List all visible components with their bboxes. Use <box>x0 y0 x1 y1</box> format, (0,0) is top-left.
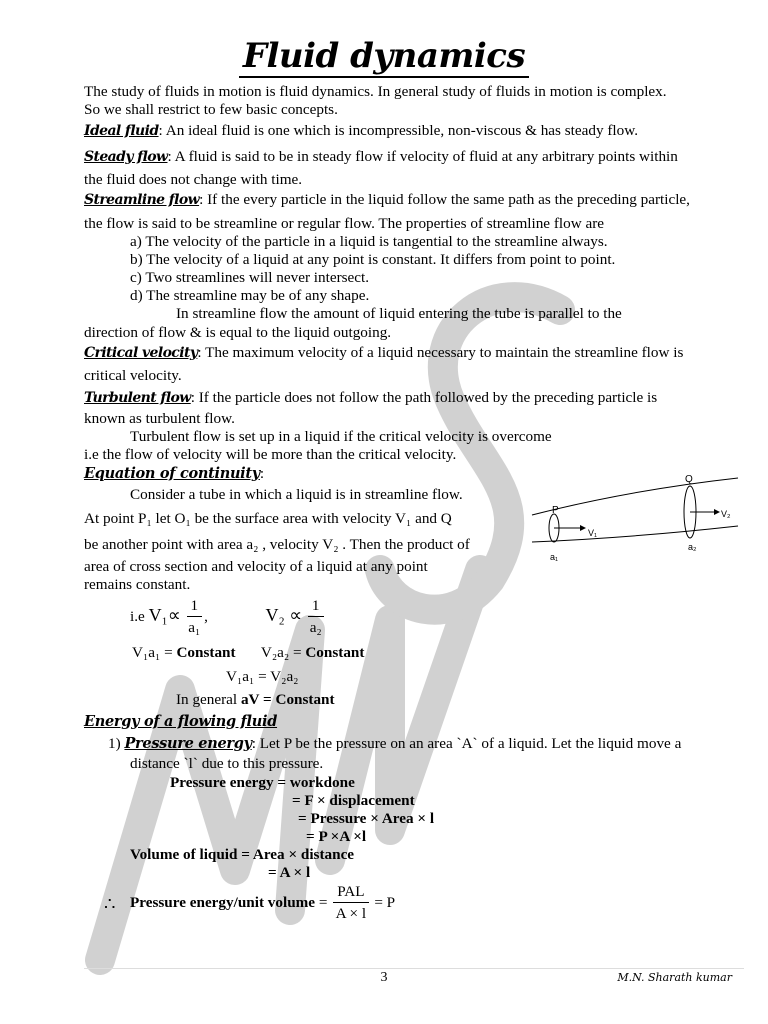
proportionality-relations: i.e V₁∝ $\frac{1}{\text{a₁}}$ , V₂ ∝ $\frac{1}{\text{a₂}}$ <box>130 596 326 639</box>
streamline-property-d: d) The streamline may be of any shape. <box>130 287 370 304</box>
streamline-property-b: b) The velocity of a liquid at any point is constant. It differs from point to point. <box>130 251 616 268</box>
continuity-line-3: be another point with area a₂ , velocity V₂ . Then the product of <box>84 536 470 553</box>
therefore-symbol: ∴ <box>104 894 116 914</box>
pressure-energy-eq-3: = Pressure × Area × l <box>298 810 435 827</box>
fraction-pal-over-al: $\frac{\text{PAL}}{A \times l}$ <box>333 882 368 925</box>
v1-proportional: V₁∝ <box>148 604 181 625</box>
critical-velocity-text: : The maximum velocity of a liquid necessary to maintain the streamline flow is <box>197 344 684 361</box>
volume-eq-1: Volume of liquid = Area × distance <box>130 846 355 863</box>
continuity-line-1: Consider a tube in which a liquid is in streamline flow. <box>130 486 463 503</box>
fig-label-v2: V₂ <box>721 509 731 519</box>
v2-proportional: V₂ ∝ <box>265 604 303 625</box>
streamline-tube-figure <box>530 470 740 570</box>
streamline-flow-cont: the flow is said to be streamline or regular flow. The properties of streamline flow are <box>84 215 605 232</box>
author-name: M.N. Sharath kumar <box>617 971 732 984</box>
fig-label-a1: a₁ <box>550 552 559 562</box>
continuity-colon: : <box>259 465 265 482</box>
turbulent-flow-text: : If the particle does not follow the path followed by the preceding particle is <box>190 389 658 406</box>
intro-line-1: The study of fluids in motion is fluid dynamics. In general study of fluids in motion is complex. <box>84 83 667 100</box>
continuity-line-4: area of cross section and velocity of a liquid at any point <box>84 558 428 575</box>
intro-line-2: So we shall restrict to few basic concepts. <box>84 101 338 118</box>
constant-relations: V₁a₁ = Constant V₂a₂ = Constant <box>132 644 365 661</box>
ideal-fluid-text: : An ideal fluid is one which is incompressible, non-viscous & has steady flow. <box>158 122 639 139</box>
general-continuity: In general aV = Constant <box>176 691 335 708</box>
steady-flow-term: Steady flow <box>84 149 168 165</box>
critical-velocity-cont: critical velocity. <box>84 367 182 384</box>
critical-velocity-term: Critical velocity <box>84 345 198 361</box>
steady-flow-definition <box>84 148 678 166</box>
streamline-para-1: In streamline flow the amount of liquid entering the tube is parallel to the <box>176 305 622 322</box>
turbulent-para-2: i.e the flow of velocity will be more than the critical velocity. <box>84 446 457 463</box>
footer-divider <box>84 968 744 969</box>
steady-flow-text: : A fluid is said to be in steady flow if velocity of fluid at any arbitrary points within <box>167 148 678 165</box>
streamline-property-c: c) Two streamlines will never intersect. <box>130 269 370 286</box>
continuity-heading: Equation of continuity <box>84 465 260 482</box>
streamline-flow-definition <box>84 191 690 209</box>
turbulent-flow-definition <box>84 389 657 407</box>
streamline-property-a: a) The velocity of the particle in a liquid is tangential to the streamline always. <box>130 233 608 250</box>
critical-velocity-definition <box>84 344 683 362</box>
volume-eq-2: = A × l <box>268 864 311 881</box>
energy-heading: Energy of a flowing fluid <box>84 713 278 730</box>
fig-label-p: P <box>552 505 559 516</box>
page-number: 3 <box>380 970 388 985</box>
ideal-fluid-definition <box>84 122 638 140</box>
steady-flow-cont: the fluid does not change with time. <box>84 171 303 188</box>
fig-label-a2: a₂ <box>688 542 697 552</box>
v2a2-constant: V₂a₂ = <box>260 644 306 661</box>
fig-label-q: Q <box>685 474 693 485</box>
turbulent-flow-cont: known as turbulent flow. <box>84 410 235 427</box>
streamline-flow-term: Streamline flow <box>84 192 200 208</box>
pressure-energy-term: Pressure energy <box>124 735 252 752</box>
ie-label: i.e <box>130 607 145 625</box>
v1a1-constant: V₁a₁ = <box>132 644 177 661</box>
turbulent-flow-term: Turbulent flow <box>84 390 191 406</box>
pressure-energy-eq-2: = F × displacement <box>292 792 415 809</box>
pressure-energy-eq-4: = P ×A ×l <box>306 828 367 845</box>
streamline-para-2: direction of flow & is equal to the liquid outgoing. <box>84 324 392 341</box>
continuity-line-5: remains constant. <box>84 576 191 593</box>
page-title: Fluid dynamics <box>0 34 768 78</box>
pressure-energy-eq-1: Pressure energy = workdone <box>170 774 355 791</box>
fig-label-v1: V₁ <box>588 528 598 538</box>
pressure-energy-cont: distance `l` due to this pressure. <box>130 755 324 772</box>
fraction-1-over-a2: $\frac{1}{\text{a₂}}$ <box>309 597 322 636</box>
continuity-equation: V₁a₁ = V₂a₂ <box>226 668 299 685</box>
turbulent-para-1: Turbulent flow is set up in a liquid if the critical velocity is overcome <box>130 428 552 445</box>
streamline-flow-text: : If the every particle in the liquid follow the same path as the preceding particle, <box>199 191 690 208</box>
pressure-energy-per-volume: Pressure energy/unit volume = $\frac{\text{PAL}}{A \times l}$ = P <box>130 882 395 925</box>
fraction-1-over-a1: $\frac{1}{\text{a₁}}$ <box>188 597 201 636</box>
pressure-energy-definition: 1) Pressure energy: Let P be the pressure on an area `A` of a liquid. Let the liquid move a <box>108 735 682 752</box>
ideal-fluid-term: Ideal fluid <box>84 123 159 139</box>
continuity-line-2: At point P₁ let O₁ be the surface area with velocity V₁ and Q <box>84 510 452 527</box>
continuity-heading-line <box>84 465 264 483</box>
